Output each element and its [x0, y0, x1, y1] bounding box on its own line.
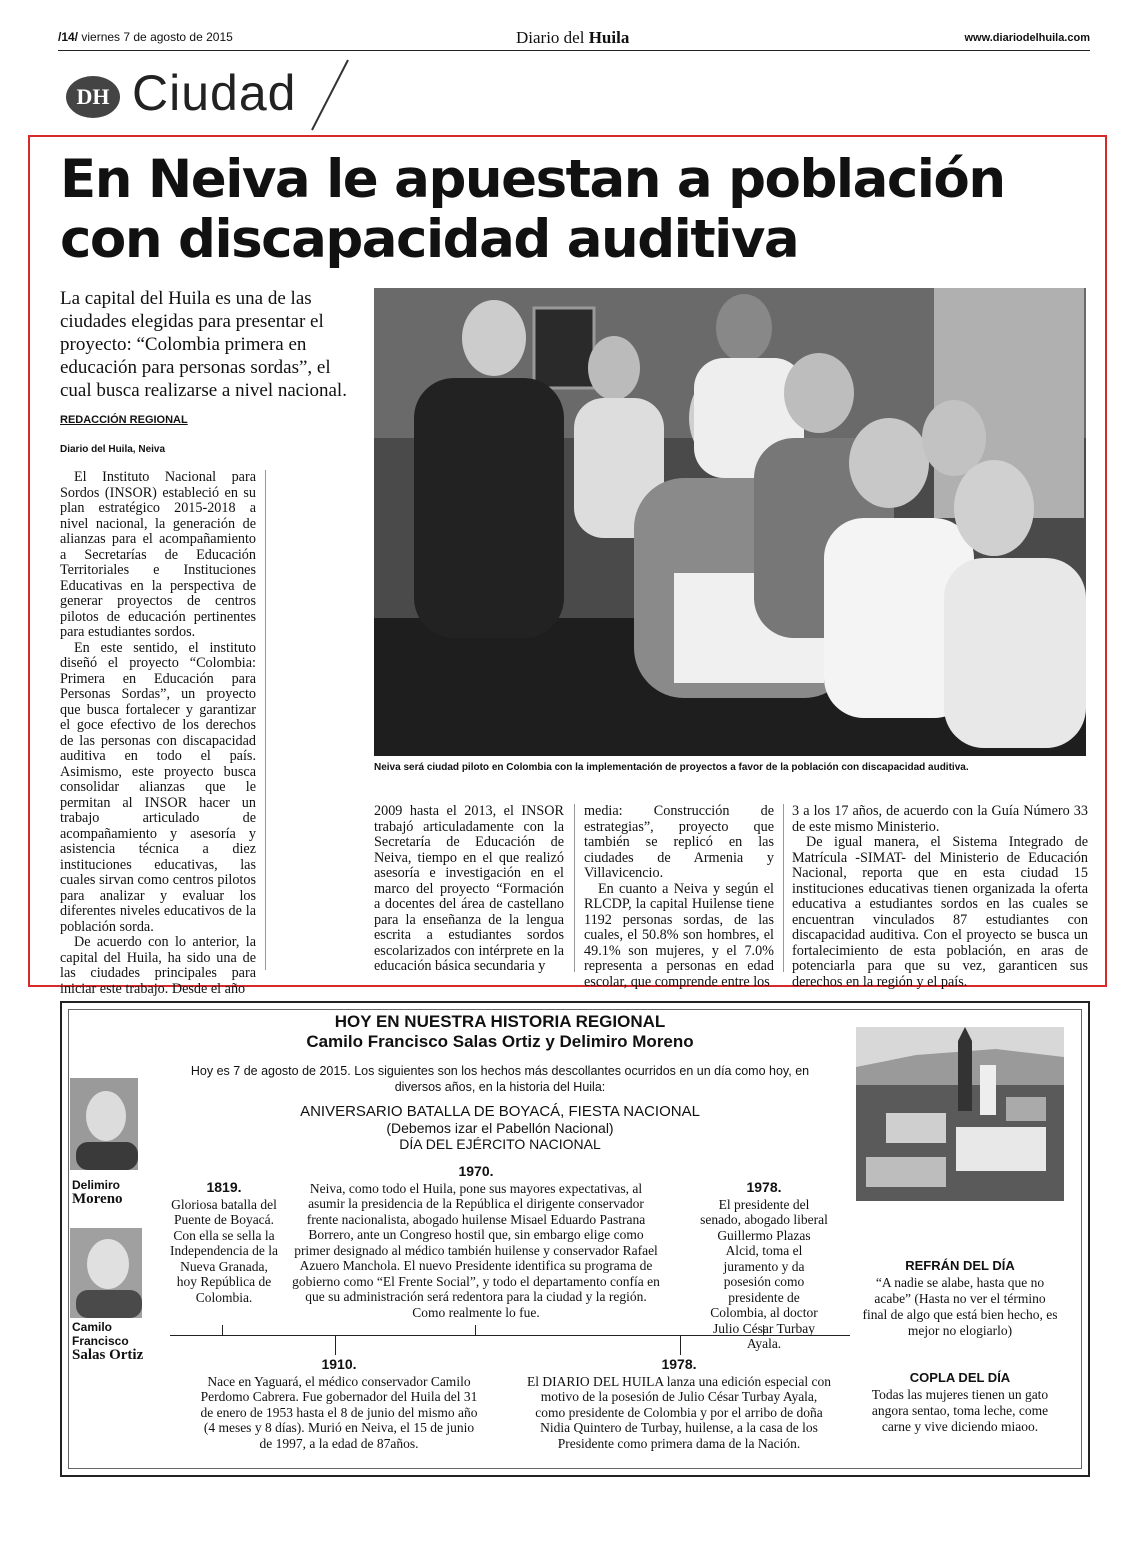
history-heading: HOY EN NUESTRA HISTORIA REGIONAL — [334, 1012, 666, 1031]
paragraph: media: Construcción de estrategias”, proyecto que también se replicó en las ciudades de Armenia y Villavicencio. — [584, 803, 774, 881]
column-divider — [783, 804, 784, 972]
event-1978-a — [700, 1180, 828, 1352]
article-column-1 — [60, 470, 256, 997]
article-byline: REDACCIÓN REGIONAL — [60, 414, 188, 426]
author-portrait-2 — [70, 1228, 142, 1318]
copla-text: Todas las mujeres tienen un gato angora sentao, toma leche, come carne y vive diciendo miaoo. — [871, 1387, 1049, 1434]
page-number: /14/ — [58, 30, 79, 44]
masthead-prefix: Diario del — [516, 28, 585, 47]
page-header — [58, 30, 1090, 52]
copla-title: COPLA DEL DÍA — [909, 1370, 1011, 1385]
event-1970 — [292, 1164, 660, 1320]
article-column-4 — [792, 804, 1088, 990]
event-text: Gloriosa batalla del Puente de Boyacá. Con ella se sella la Independencia de la Nueva Granada, hoy República de Colombia. — [170, 1196, 278, 1305]
article-lede: La capital del Huila es una de las ciudades elegidas para presentar el proyecto: “Colombia primera en educación para personas sordas”, el cual busca realizarse a nivel nacional. — [60, 288, 347, 401]
article-column-2 — [374, 804, 564, 975]
header-rule — [58, 50, 1090, 51]
event-text: El presidente del senado, abogado liberal Guillermo Plazas Alcid, toma el juramento y da posesión como presidente de Colombia, al doctor Julio César Turbay Ayala. — [700, 1196, 828, 1351]
masthead — [516, 28, 629, 48]
refran-text: “A nadie se alabe, hasta que no acabe” (Hasta no ver el término final de algo que está bien hecho, es mejor no elogiarlo) — [862, 1275, 1058, 1338]
author-portrait-1 — [70, 1078, 138, 1170]
event-year: 1970. — [458, 1163, 494, 1179]
event-year: 1819. — [206, 1179, 242, 1195]
section-slash-icon — [300, 58, 360, 132]
anniversary-line-1: ANIVERSARIO BATALLA DE BOYACÁ, FIESTA NACIONAL — [300, 1103, 700, 1120]
person-icon — [70, 1228, 142, 1318]
author-last-name: Moreno — [72, 1191, 123, 1207]
refran-title: REFRÁN DEL DÍA — [905, 1258, 1015, 1273]
article-dateline: Diario del Huila, Neiva — [60, 444, 166, 455]
paragraph: El Instituto Nacional para Sordos (INSOR) estableció en su plan estratégico 2015-2018 a nivel nacional, la generación de alianzas para el acompañamiento a Secretarías de Educación Territoriales e Instituciones Educativas en la perspectiva de generar proyectos de centros pilotos de educación pertinentes para estudiantes sordos. — [60, 469, 256, 640]
anniversary-line-3: DÍA DEL EJÉRCITO NACIONAL — [399, 1136, 601, 1152]
author-first-name: Camilo Francisco — [72, 1320, 129, 1348]
timeline-tick — [335, 1335, 336, 1355]
column-divider — [265, 470, 266, 970]
article-column-3 — [584, 804, 774, 990]
photo-caption: Neiva será ciudad piloto en Colombia con la implementación de proyectos a favor de la población con discapacidad auditiva. — [374, 762, 969, 773]
website-link[interactable]: www.diariodelhuila.com — [964, 32, 1090, 44]
timeline-tick — [680, 1335, 681, 1355]
paragraph: 2009 hasta el 2013, el INSOR trabajó articuladamente con la Secretaría de Educación de Neiva, tiempo en el que realizó asesoría e investigación en el marco del proyecto “Formación a docentes del área de castellano para la enseñanza de la lengua escrita a estudiantes sordos escolarizados con intérprete en la educación básica secundaria y — [374, 803, 564, 974]
history-intro: Hoy es 7 de agosto de 2015. Los siguientes son los hechos más descollantes ocurridos en un día como hoy, en diversos años, en la historia del Huila: — [190, 1064, 810, 1094]
city-photo — [856, 1027, 1064, 1201]
event-text: Neiva, como todo el Huila, pone sus mayores expectativas, al asumir la presidencia de la República el dirigente conservador frente nacionalista, abogado huilense Misael Eduardo Pastrana Borrero, ante un Congreso hostil que, sin embargo elige como primer designado al médico también huilense y conservador Rafael Azuero Manchola. El nuevo Presidente identifica su programa de gobierno como “El Frente Social”, y todo el departamento confía en que su administración será redentora para la ciudad y la región. Como realmente lo fue. — [292, 1180, 660, 1320]
event-year: 1978. — [661, 1356, 697, 1372]
event-1819 — [170, 1180, 278, 1305]
group-photo-icon — [374, 288, 1086, 756]
anniversary-line-2: (Debemos izar el Pabellón Nacional) — [386, 1120, 614, 1136]
event-text: El DIARIO DEL HUILA lanza una edición especial con motivo de la posesión de Julio César Turbay Ayala, como presidente de Colombia y por el arribo de doña Nidia Quintero de Turbay, huilense, a la casa de los Presidente como primera dama de la Nación. — [527, 1373, 831, 1451]
history-subtitle: Camilo Francisco Salas Ortiz y Delimiro Moreno — [306, 1032, 694, 1051]
timeline-tick — [475, 1325, 476, 1335]
paragraph: De igual manera, el Sistema Integrado de Matrícula -SIMAT- del Ministerio de Educación Nacional, reporta que en esta ciudad 15 instituciones educativas tienen organizada la oferta educativa a estudiantes sordos en las cuales se encuentran vinculados 87 estudiantes con discapacidad auditiva. Con el proyecto se busca un fortalecimiento de esta población, en aras de potenciarla para que su vez, garanticen sus derechos en la región y el país. — [792, 834, 1088, 990]
article-photo — [374, 288, 1086, 756]
paragraph: De acuerdo con lo anterior, la capital del Huila, ha sido una de las ciudades principales para iniciar este trabajo. Desde el año — [60, 934, 256, 997]
article-headline: En Neiva le apuestan a población con discapacidad auditiva — [60, 149, 1005, 270]
paragraph: 3 a los 17 años, de acuerdo con la Guía Número 33 de este mismo Ministerio. — [792, 803, 1088, 835]
author-first-name: Delimiro — [72, 1178, 121, 1192]
author-last-name: Salas Ortiz — [72, 1347, 144, 1363]
masthead-name: Huila — [588, 28, 630, 47]
page-meta — [58, 30, 233, 44]
dh-logo-icon: DH — [66, 76, 120, 118]
event-1910 — [196, 1357, 482, 1451]
history-title — [160, 1012, 840, 1052]
cityscape-icon — [856, 1027, 1064, 1201]
author-name-1 — [72, 1178, 123, 1206]
event-1978-b — [526, 1357, 832, 1451]
issue-date: viernes 7 de agosto de 2015 — [81, 30, 233, 44]
event-text: Nace en Yaguará, el médico conservador Camilo Perdomo Cabrera. Fue gobernador del Huila del 31 de enero de 1953 hasta el 8 de junio del mismo año (4 meses y 8 días). Murió en Neiva, el 15 de junio de 1997, a la edad de 87años. — [200, 1373, 478, 1451]
history-anniversary — [190, 1104, 810, 1152]
paragraph: En este sentido, el instituto diseñó el proyecto “Colombia: Primera en Educación para Personas Sordas”, un proyecto que busca fortalecer y garantizar el goce efectivo de los derechos de las personas con discapacidad auditiva en todo el país. Asimismo, este proyecto busca consolidar alianzas que le permitan al INSOR hacer un trabajo articulado de acompañamiento y asesoría y asistencia técnica a diez instituciones educativas, las cuales sirvan como centros pilotos para analizar y evaluar los diferentes niveles educativos de la población sorda. — [60, 639, 256, 935]
event-year: 1978. — [746, 1179, 782, 1195]
person-icon — [70, 1078, 138, 1170]
column-divider — [574, 804, 575, 972]
timeline-tick — [222, 1325, 223, 1335]
section-title: Ciudad — [132, 65, 297, 121]
author-name-2 — [72, 1320, 152, 1362]
event-year: 1910. — [321, 1356, 357, 1372]
paragraph: En cuanto a Neiva y según el RLCDP, la capital Huilense tiene 1192 personas sordas, de las cuales, el 50.8% son hombres, el 49.1% son mujeres, y el 7.0% representa a personas en edad escolar, que comprende entre los — [584, 880, 774, 990]
